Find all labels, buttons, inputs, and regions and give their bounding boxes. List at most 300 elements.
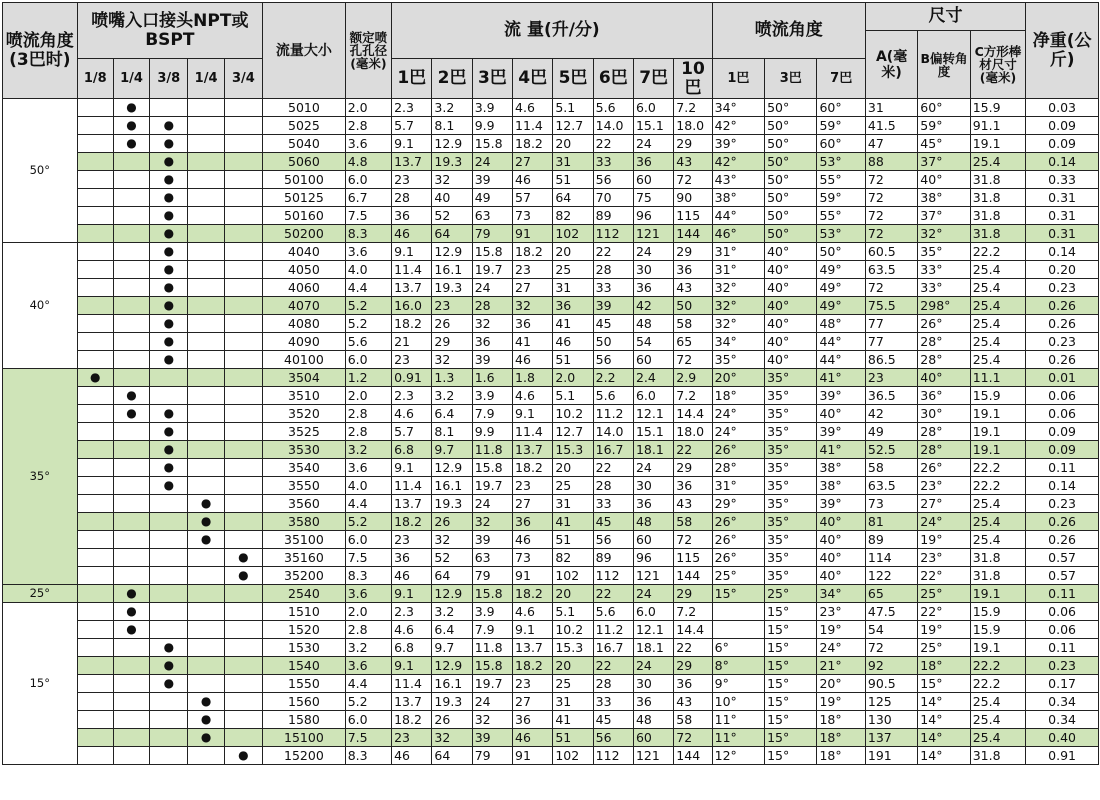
inlet-empty [224, 477, 262, 495]
inlet-empty [224, 495, 262, 513]
dim-b-cell: 15° [918, 675, 970, 693]
inlet-empty [150, 621, 188, 639]
flow-cell: 12.7 [553, 423, 593, 441]
inlet-dot: ● [150, 441, 188, 459]
flow-cell: 57 [513, 189, 553, 207]
inlet-empty [224, 225, 262, 243]
weight-cell: 0.20 [1026, 261, 1099, 279]
flow-cell: 82 [553, 549, 593, 567]
capacity-size-cell: 50200 [263, 225, 346, 243]
flow-cell: 7.9 [472, 621, 512, 639]
capacity-size-cell: 3510 [263, 387, 346, 405]
flow-cell: 33 [593, 279, 633, 297]
dim-c-cell: 15.9 [970, 603, 1025, 621]
inlet-dot: ● [150, 153, 188, 171]
dim-a-cell: 73 [865, 495, 917, 513]
flow-cell: 13.7 [392, 693, 432, 711]
inlet-empty [150, 585, 188, 603]
dim-c-cell: 31.8 [970, 549, 1025, 567]
spray-angle-cell: 39° [817, 495, 865, 513]
inlet-empty [224, 693, 262, 711]
dim-c-cell: 25.4 [970, 711, 1025, 729]
spray-angle-group-cell: 40° [3, 243, 78, 369]
flow-cell: 12.1 [633, 621, 673, 639]
spray-angle-cell: 40° [765, 261, 817, 279]
table-row [3, 117, 1099, 135]
flow-cell: 6.4 [432, 621, 472, 639]
flow-cell: 30 [633, 261, 673, 279]
table-row [3, 243, 1099, 261]
dim-b-cell: 28° [918, 351, 970, 369]
flow-cell: 12.9 [432, 657, 472, 675]
table-row [3, 621, 1099, 639]
flow-cell: 27 [513, 495, 553, 513]
inlet-empty [188, 405, 224, 423]
flow-cell: 42 [633, 297, 673, 315]
spray-angle-cell: 40° [765, 279, 817, 297]
dim-b-cell: 32° [918, 225, 970, 243]
orifice-cell: 2.8 [345, 621, 391, 639]
spray-angle-cell: 41° [817, 441, 865, 459]
flow-cell: 23 [392, 351, 432, 369]
inlet-empty [113, 261, 149, 279]
header-inlet: 喷嘴入口接头NPT或BSPT [77, 3, 262, 59]
flow-cell: 36 [674, 477, 712, 495]
flow-cell: 5.6 [593, 603, 633, 621]
flow-cell: 32 [432, 171, 472, 189]
inlet-empty [188, 189, 224, 207]
flow-cell: 3.9 [472, 603, 512, 621]
dim-c-cell: 19.1 [970, 585, 1025, 603]
orifice-cell: 5.2 [345, 513, 391, 531]
spray-angle-cell: 35° [765, 495, 817, 513]
capacity-size-cell: 3550 [263, 477, 346, 495]
table-row [3, 315, 1099, 333]
flow-cell: 46 [513, 729, 553, 747]
inlet-empty [150, 567, 188, 585]
flow-cell: 30 [633, 675, 673, 693]
weight-cell: 0.91 [1026, 747, 1099, 765]
orifice-cell: 3.6 [345, 585, 391, 603]
flow-cell: 14.4 [674, 405, 712, 423]
orifice-cell: 4.8 [345, 153, 391, 171]
spray-angle-cell: 50° [765, 153, 817, 171]
flow-cell: 10.2 [553, 621, 593, 639]
capacity-size-cell: 50100 [263, 171, 346, 189]
flow-cell: 45 [593, 513, 633, 531]
flow-cell: 5.7 [392, 423, 432, 441]
flow-cell: 23 [432, 297, 472, 315]
dim-a-cell: 52.5 [865, 441, 917, 459]
spray-angle-cell: 35° [765, 387, 817, 405]
flow-cell: 58 [674, 315, 712, 333]
flow-cell: 49 [472, 189, 512, 207]
flow-cell: 11.4 [392, 477, 432, 495]
capacity-size-cell: 4080 [263, 315, 346, 333]
weight-cell: 0.11 [1026, 585, 1099, 603]
flow-cell: 2.2 [593, 369, 633, 387]
inlet-empty [77, 513, 113, 531]
flow-cell: 64 [432, 747, 472, 765]
spray-angle-cell: 48° [817, 315, 865, 333]
flow-cell: 102 [553, 567, 593, 585]
orifice-cell: 4.4 [345, 675, 391, 693]
flow-cell: 9.1 [513, 621, 553, 639]
flow-cell: 24 [633, 459, 673, 477]
inlet-empty [150, 369, 188, 387]
flow-cell: 58 [674, 711, 712, 729]
header-dimensions: 尺寸 [865, 3, 1025, 31]
flow-cell: 2.3 [392, 99, 432, 117]
flow-cell: 16.7 [593, 441, 633, 459]
inlet-empty [113, 729, 149, 747]
flow-cell: 5.6 [593, 99, 633, 117]
orifice-cell: 2.8 [345, 423, 391, 441]
flow-cell: 70 [593, 189, 633, 207]
table-row [3, 747, 1099, 765]
flow-cell: 19.7 [472, 261, 512, 279]
inlet-empty [224, 513, 262, 531]
orifice-cell: 2.0 [345, 99, 391, 117]
inlet-dot: ● [150, 243, 188, 261]
dim-b-cell: 14° [918, 747, 970, 765]
dim-a-cell: 47 [865, 135, 917, 153]
spray-angle-cell: 50° [765, 225, 817, 243]
spray-angle-cell: 34° [712, 333, 764, 351]
spray-angle-cell: 35° [765, 459, 817, 477]
dim-c-cell: 22.2 [970, 675, 1025, 693]
flow-cell: 9.1 [392, 243, 432, 261]
inlet-empty [113, 531, 149, 549]
inlet-empty [113, 657, 149, 675]
flow-cell: 39 [472, 531, 512, 549]
dim-a-cell: 63.5 [865, 477, 917, 495]
inlet-empty [77, 261, 113, 279]
spray-angle-cell: 15° [765, 675, 817, 693]
flow-cell: 6.0 [633, 99, 673, 117]
flow-cell: 36 [553, 297, 593, 315]
orifice-cell: 3.6 [345, 657, 391, 675]
inlet-empty [150, 387, 188, 405]
spray-angle-cell: 35° [765, 513, 817, 531]
spray-angle-cell: 26° [712, 513, 764, 531]
spray-angle-cell: 25° [712, 567, 764, 585]
weight-cell: 0.06 [1026, 621, 1099, 639]
inlet-empty [224, 585, 262, 603]
dim-b-cell: 25° [918, 639, 970, 657]
flow-cell: 91 [513, 747, 553, 765]
dim-c-cell: 15.9 [970, 621, 1025, 639]
dim-b-cell: 26° [918, 315, 970, 333]
spray-angle-cell: 40° [765, 333, 817, 351]
flow-cell: 89 [593, 207, 633, 225]
flow-cell: 41 [513, 333, 553, 351]
inlet-empty [77, 99, 113, 117]
flow-cell: 36 [392, 207, 432, 225]
flow-cell: 11.4 [513, 423, 553, 441]
flow-cell: 27 [513, 153, 553, 171]
dim-a-cell: 122 [865, 567, 917, 585]
flow-cell: 121 [633, 567, 673, 585]
inlet-empty [224, 315, 262, 333]
weight-cell: 0.26 [1026, 351, 1099, 369]
flow-cell: 26 [432, 513, 472, 531]
flow-cell: 36 [472, 333, 512, 351]
capacity-size-cell: 1520 [263, 621, 346, 639]
flow-cell: 22 [593, 243, 633, 261]
table-row [3, 639, 1099, 657]
dim-c-cell: 31.8 [970, 567, 1025, 585]
flow-cell: 36 [674, 675, 712, 693]
capacity-size-cell: 4050 [263, 261, 346, 279]
spray-angle-cell: 49° [817, 297, 865, 315]
flow-cell: 96 [633, 549, 673, 567]
inlet-dot: ● [150, 351, 188, 369]
inlet-empty [77, 549, 113, 567]
flow-cell: 6.4 [432, 405, 472, 423]
inlet-dot: ● [150, 171, 188, 189]
flow-cell: 11.8 [472, 441, 512, 459]
orifice-cell: 2.0 [345, 387, 391, 405]
dim-a-cell: 36.5 [865, 387, 917, 405]
inlet-dot: ● [150, 459, 188, 477]
inlet-empty [150, 495, 188, 513]
inlet-empty [150, 711, 188, 729]
inlet-dot: ● [188, 729, 224, 747]
capacity-size-cell: 2540 [263, 585, 346, 603]
flow-cell: 31 [553, 693, 593, 711]
flow-cell: 19.3 [432, 279, 472, 297]
orifice-cell: 3.2 [345, 639, 391, 657]
flow-cell: 13.7 [392, 495, 432, 513]
spray-angle-group-cell: 15° [3, 603, 78, 765]
inlet-empty [150, 513, 188, 531]
inlet-empty [77, 693, 113, 711]
flow-cell: 2.0 [553, 369, 593, 387]
flow-cell: 28 [593, 675, 633, 693]
flow-cell: 28 [593, 477, 633, 495]
dim-c-cell: 15.9 [970, 99, 1025, 117]
weight-cell: 0.34 [1026, 693, 1099, 711]
spray-angle-cell: 31° [712, 243, 764, 261]
capacity-size-cell: 3530 [263, 441, 346, 459]
inlet-empty [188, 279, 224, 297]
flow-cell: 9.1 [392, 585, 432, 603]
flow-cell: 15.1 [633, 117, 673, 135]
capacity-size-cell: 3540 [263, 459, 346, 477]
dim-a-cell: 88 [865, 153, 917, 171]
flow-cell: 3.9 [472, 387, 512, 405]
capacity-size-cell: 5025 [263, 117, 346, 135]
flow-cell: 41 [553, 711, 593, 729]
flow-cell: 28 [472, 297, 512, 315]
flow-cell: 23 [392, 729, 432, 747]
table-row [3, 693, 1099, 711]
flow-cell: 43 [674, 153, 712, 171]
flow-cell: 56 [593, 729, 633, 747]
flow-cell: 14.0 [593, 423, 633, 441]
flow-cell: 11.4 [513, 117, 553, 135]
header-pressure: 2巴 [432, 59, 472, 99]
table-row [3, 279, 1099, 297]
inlet-dot: ● [224, 747, 262, 765]
flow-cell: 21 [392, 333, 432, 351]
flow-cell: 11.4 [392, 675, 432, 693]
flow-cell: 16.1 [432, 261, 472, 279]
flow-cell: 9.1 [392, 459, 432, 477]
inlet-empty [188, 459, 224, 477]
spray-angle-cell: 40° [817, 567, 865, 585]
flow-cell: 50 [674, 297, 712, 315]
dim-a-cell: 72 [865, 639, 917, 657]
spray-angle-cell: 50° [765, 171, 817, 189]
spray-angle-cell: 23° [817, 603, 865, 621]
dim-b-cell: 14° [918, 729, 970, 747]
table-row [3, 495, 1099, 513]
table-row [3, 387, 1099, 405]
flow-cell: 72 [674, 171, 712, 189]
inlet-empty [77, 675, 113, 693]
inlet-empty [77, 531, 113, 549]
inlet-empty [113, 189, 149, 207]
flow-cell: 33 [593, 495, 633, 513]
capacity-size-cell: 1580 [263, 711, 346, 729]
flow-cell: 18.2 [513, 135, 553, 153]
dim-b-cell: 22° [918, 567, 970, 585]
spray-angle-cell: 15° [765, 603, 817, 621]
inlet-empty [188, 225, 224, 243]
dim-b-cell: 40° [918, 171, 970, 189]
table-row [3, 441, 1099, 459]
spray-angle-cell [712, 603, 764, 621]
spray-angle-cell: 50° [765, 99, 817, 117]
flow-cell: 32 [432, 729, 472, 747]
spray-angle-group-cell: 50° [3, 99, 78, 243]
capacity-size-cell: 35200 [263, 567, 346, 585]
flow-cell: 9.1 [513, 405, 553, 423]
orifice-cell: 7.5 [345, 207, 391, 225]
inlet-empty [77, 423, 113, 441]
spray-angle-cell: 20° [712, 369, 764, 387]
spray-angle-cell: 39° [817, 423, 865, 441]
spray-angle-cell: 60° [817, 135, 865, 153]
capacity-size-cell: 1540 [263, 657, 346, 675]
inlet-empty [77, 279, 113, 297]
flow-cell: 36 [513, 513, 553, 531]
flow-cell: 18.2 [392, 711, 432, 729]
inlet-dot: ● [150, 333, 188, 351]
orifice-cell: 4.4 [345, 495, 391, 513]
inlet-empty [188, 351, 224, 369]
inlet-empty [188, 153, 224, 171]
flow-cell: 60 [633, 729, 673, 747]
flow-cell: 56 [593, 531, 633, 549]
inlet-empty [113, 639, 149, 657]
inlet-empty [77, 639, 113, 657]
dim-b-cell: 18° [918, 657, 970, 675]
dim-b-cell: 22° [918, 603, 970, 621]
flow-cell: 5.1 [553, 387, 593, 405]
weight-cell: 0.23 [1026, 657, 1099, 675]
weight-cell: 0.57 [1026, 567, 1099, 585]
orifice-cell: 4.4 [345, 279, 391, 297]
spray-angle-cell: 35° [765, 369, 817, 387]
inlet-dot: ● [188, 693, 224, 711]
flow-cell: 51 [553, 531, 593, 549]
flow-cell: 3.2 [432, 603, 472, 621]
flow-cell: 39 [472, 171, 512, 189]
capacity-size-cell: 5040 [263, 135, 346, 153]
spray-angle-cell: 59° [817, 189, 865, 207]
flow-cell: 9.1 [392, 135, 432, 153]
dim-b-cell: 60° [918, 99, 970, 117]
dim-b-cell: 23° [918, 549, 970, 567]
flow-cell: 19.7 [472, 477, 512, 495]
orifice-cell: 2.0 [345, 603, 391, 621]
inlet-empty [224, 675, 262, 693]
dim-a-cell: 77 [865, 333, 917, 351]
spray-angle-cell: 15° [765, 711, 817, 729]
inlet-empty [77, 387, 113, 405]
flow-cell: 40 [432, 189, 472, 207]
dim-a-cell: 49 [865, 423, 917, 441]
dim-a-cell: 130 [865, 711, 917, 729]
inlet-empty [150, 549, 188, 567]
dim-c-cell: 91.1 [970, 117, 1025, 135]
capacity-size-cell: 5010 [263, 99, 346, 117]
inlet-empty [77, 171, 113, 189]
inlet-empty [188, 315, 224, 333]
capacity-size-cell: 4090 [263, 333, 346, 351]
inlet-empty [188, 747, 224, 765]
spray-angle-cell: 21° [817, 657, 865, 675]
flow-cell: 24 [633, 585, 673, 603]
inlet-empty [113, 351, 149, 369]
spray-angle-cell: 35° [765, 567, 817, 585]
weight-cell: 0.23 [1026, 495, 1099, 513]
dim-a-cell: 42 [865, 405, 917, 423]
flow-cell: 13.7 [392, 153, 432, 171]
flow-cell: 6.0 [633, 603, 673, 621]
spray-angle-cell: 28° [712, 459, 764, 477]
weight-cell: 0.23 [1026, 279, 1099, 297]
flow-cell: 90 [674, 189, 712, 207]
dim-a-cell: 81 [865, 513, 917, 531]
spray-angle-cell: 38° [817, 459, 865, 477]
flow-cell: 46 [392, 747, 432, 765]
table-row [3, 171, 1099, 189]
flow-cell: 1.8 [513, 369, 553, 387]
flow-cell: 3.2 [432, 99, 472, 117]
flow-cell: 18.0 [674, 117, 712, 135]
weight-cell: 0.01 [1026, 369, 1099, 387]
flow-cell: 41 [553, 315, 593, 333]
dim-c-cell: 25.4 [970, 531, 1025, 549]
table-row [3, 549, 1099, 567]
spray-angle-cell: 46° [712, 225, 764, 243]
spray-angle-cell: 34° [712, 99, 764, 117]
flow-cell: 0.91 [392, 369, 432, 387]
dim-b-cell: 40° [918, 369, 970, 387]
inlet-empty [224, 441, 262, 459]
weight-cell: 0.57 [1026, 549, 1099, 567]
dim-b-cell: 14° [918, 693, 970, 711]
orifice-cell: 5.2 [345, 297, 391, 315]
dim-c-cell: 19.1 [970, 423, 1025, 441]
weight-cell: 0.31 [1026, 189, 1099, 207]
inlet-empty [150, 99, 188, 117]
header-angle-pressure: 1巴 [712, 59, 764, 99]
